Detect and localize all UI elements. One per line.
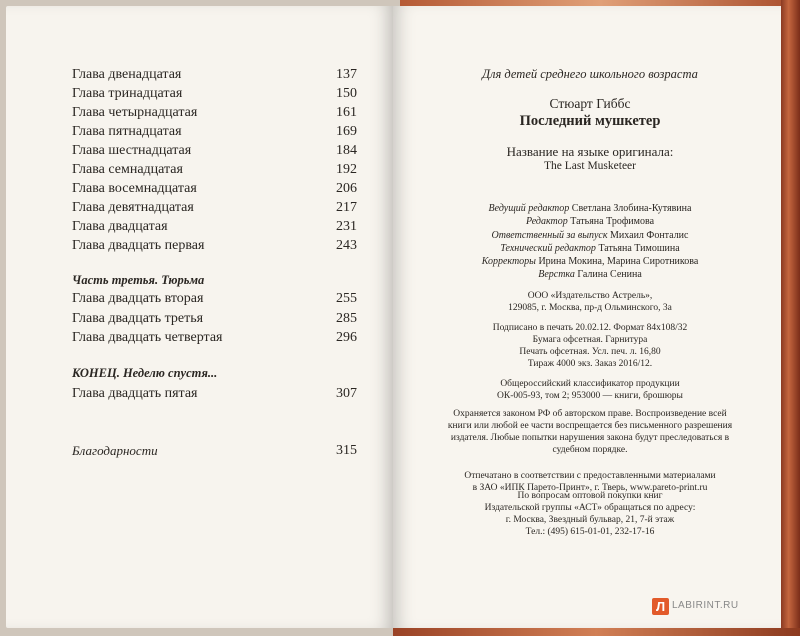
epilogue-heading: КОНЕЦ. Неделю спустя... [72, 366, 218, 380]
book-author: Стюарт Гиббс [549, 96, 631, 111]
toc-page: 255 [336, 291, 357, 306]
toc-row [62, 443, 357, 461]
toc-title: Глава шестнадцатая [72, 143, 192, 158]
toc-title: Глава двадцать вторая [72, 291, 204, 306]
copyright-line: издателя. Любые попытки нарушения закона будут преследоваться в [450, 433, 730, 443]
wholesale-line: Тел.: (495) 615-01-01, 232-17-16 [525, 527, 655, 537]
toc-row [62, 386, 357, 404]
toc-row [62, 330, 357, 348]
book-title: Последний мушкетер [519, 113, 661, 129]
toc-title: Глава восемнадцатая [72, 181, 197, 196]
toc-title: Благодарности [72, 443, 158, 458]
original-title: The Last Musketeer [544, 160, 636, 172]
print-line: Тираж 4000 экз. Заказ 2016/12. [527, 359, 653, 369]
toc-page: 307 [336, 386, 357, 401]
watermark-text: LABIRINT.RU [672, 600, 739, 611]
toc-title: Глава тринадцатая [72, 86, 183, 101]
credit-line [430, 242, 750, 255]
print-line: Бумага офсетная. Гарнитура [532, 335, 648, 345]
wholesale-line: г. Москва, Звездный бульвар, 21, 7-й этаж [505, 515, 675, 525]
classifier-line: ОК-005-93, том 2; 953000 — книги, брошюры [497, 391, 683, 401]
toc-page: 169 [336, 124, 357, 139]
publisher-line: ООО «Издательство Астрель», [527, 291, 653, 301]
credit-name: Михаил Фонталис [610, 229, 689, 241]
credit-name: Светлана Злобина-Кутявина [571, 203, 692, 214]
credit-line [430, 215, 750, 228]
age-note: Для детей среднего школьного возраста [482, 67, 698, 81]
toc-title: Глава двенадцатая [72, 67, 182, 82]
toc-title: Глава девятнадцатая [72, 200, 194, 215]
toc-row [62, 181, 357, 199]
credit-role: Ответственный за выпуск [491, 229, 608, 241]
toc-row [62, 238, 357, 256]
toc-title: Глава двадцать четвертая [72, 330, 223, 345]
toc-page: 192 [336, 162, 357, 177]
toc-page: 285 [336, 311, 357, 326]
toc-row [62, 86, 357, 104]
cover-right-edge [781, 0, 800, 636]
classifier-line: Общероссийский классификатор продукции [500, 379, 680, 389]
toc-title: Глава двадцать третья [72, 311, 204, 326]
toc-title: Глава двадцатая [72, 219, 168, 234]
toc-page: 217 [336, 200, 357, 215]
toc-row [62, 105, 357, 123]
credit-line [430, 255, 750, 268]
wholesale-line: По вопросам оптовой покупки книг [517, 491, 663, 501]
credit-line [430, 202, 750, 215]
toc-row [62, 67, 357, 85]
toc-title: Глава двадцать первая [72, 238, 205, 253]
credit-name: Татьяна Трофимова [570, 216, 655, 228]
credit-name: Ирина Мокина, Марина Сиротникова [538, 256, 699, 268]
credit-role: Корректоры [481, 256, 536, 268]
cover-bottom-edge [393, 628, 800, 636]
credit-role: Технический редактор [500, 242, 596, 254]
credit-name: Татьяна Тимошина [598, 242, 680, 254]
copyright-block [400, 408, 780, 456]
credit-role: Редактор [525, 216, 568, 228]
credit-line [430, 268, 750, 281]
toc-page: 161 [336, 105, 357, 120]
toc-row [62, 162, 357, 180]
print-line: Печать офсетная. Усл. печ. л. 16,80 [519, 347, 661, 357]
copyright-line: книги или любой ее части воспрещается без письменного разрешения [447, 421, 733, 431]
toc-page: 206 [336, 181, 357, 196]
toc-row [62, 311, 357, 329]
toc-page: 184 [336, 143, 357, 158]
toc-row [62, 200, 357, 218]
toc-title: Глава пятнадцатая [72, 124, 182, 139]
classifier-block [400, 378, 780, 402]
original-title-label: Название на языке оригинала: [506, 144, 674, 159]
toc-page: 296 [336, 330, 357, 345]
copyright-line: судебном порядке. [552, 445, 628, 455]
print-info-block [400, 322, 780, 370]
wholesale-block [400, 490, 780, 538]
toc-title: Глава двадцать пятая [72, 386, 198, 401]
toc-row [62, 143, 357, 161]
credit-role: Ведущий редактор [488, 203, 570, 214]
toc-page: 243 [336, 238, 357, 253]
credit-line [430, 229, 750, 242]
print-line: Подписано в печать 20.02.12. Формат 84х108/32 [492, 323, 688, 333]
toc-page: 150 [336, 86, 357, 101]
toc-row [62, 124, 357, 142]
printed-line: Отпечатано в соответствии с предоставленными материалами [464, 471, 716, 481]
toc-page: 315 [336, 443, 357, 458]
publisher-line: 129085, г. Москва, пр-д Ольминского, 3а [508, 303, 672, 313]
labirint-logo-icon: Л [652, 598, 669, 615]
wholesale-line: Издательской группы «АСТ» обращаться по адресу: [484, 503, 696, 513]
copyright-line: Охраняется законом РФ об авторском праве. Воспроизведение всей [453, 409, 727, 419]
printed-line: в ЗАО «ИПК Парето-Принт», г. Тверь, www.pareto-print.ru [472, 483, 708, 493]
toc-row [62, 291, 357, 309]
toc-title: Глава семнадцатая [72, 162, 183, 177]
toc-page: 231 [336, 219, 357, 234]
part-three-heading: Часть третья. Тюрьма [72, 273, 205, 287]
credit-name: Галина Сенина [577, 269, 642, 281]
credit-role: Верстка [538, 269, 575, 281]
credits-block [430, 202, 750, 282]
publisher-block [400, 290, 780, 314]
toc-title: Глава четырнадцатая [72, 105, 198, 120]
toc-row [62, 219, 357, 237]
toc-page: 137 [336, 67, 357, 82]
